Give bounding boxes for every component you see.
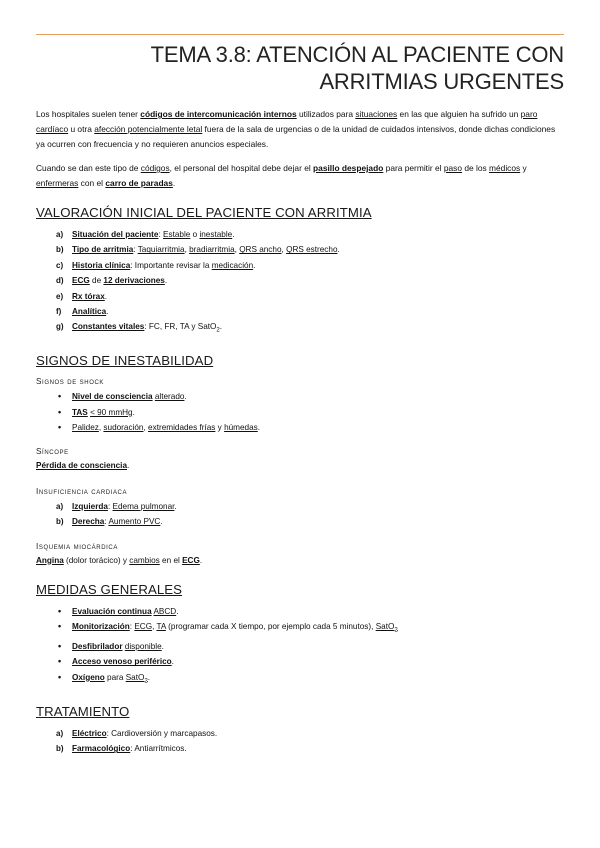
- list-item: e) Rx tórax.: [36, 289, 564, 304]
- list-item: a) Eléctrico: Cardioversión y marcapasos.: [36, 726, 564, 741]
- list-item: • Evaluación continua ABCD.: [36, 604, 564, 619]
- heading-medidas: MEDIDAS GENERALES: [36, 581, 183, 597]
- document-page: [36, 34, 564, 757]
- intro-paragraph-1: Los hospitales suelen tener códigos de intercomunicación internos utilizados para situaciones en las que alguien ha sufrido un paro cardíaco u otra afección potencialmente letal fuera de la sala de urgencias o de la unidad de cuidados intensivos, donde dichas condiciones ya ocurren con frecuencia y no requieren anuncios especiales.: [36, 109, 556, 149]
- shock-list: [36, 389, 564, 435]
- list-marker: g): [56, 322, 64, 332]
- list-item: b) Tipo de arritmia: Taquiarritmia, bradiarritmia, QRS ancho, QRS estrecho.: [36, 242, 564, 257]
- list-marker: b): [56, 245, 64, 255]
- title-line-1: TEMA 3.8: ATENCIÓN AL PACIENTE CON: [150, 42, 564, 67]
- heading-valoracion: VALORACIÓN INICIAL DEL PACIENTE CON ARRITMIA: [36, 205, 372, 220]
- intro-paragraph-2: Cuando se dan este tipo de códigos, el personal del hospital debe dejar el pasillo despejado para permitir el paso de los médicos y enfermeras con el carro de paradas.: [36, 163, 527, 188]
- list-item: g) Constantes vitales: FC, FR, TA y SatO$_2$.: [36, 319, 564, 339]
- list-item: • Monitorización: ECG, TA (programar cada X tiempo, por ejemplo cada 5 minutos), SatO$_2$: [58, 620, 398, 634]
- subheading-sincope: Síncope: [36, 446, 69, 456]
- list-marker: b): [56, 744, 64, 754]
- list-item: • Oxígeno para SatO$_2$.: [58, 671, 150, 685]
- list-marker: •: [58, 656, 62, 667]
- title-line-2: ARRITMIAS URGENTES: [319, 69, 564, 94]
- heading-tratamiento: TRATAMIENTO: [36, 703, 130, 719]
- list-marker: f): [56, 307, 62, 317]
- list-item: • TAS < 90 mmHg.: [36, 405, 564, 420]
- list-marker: c): [56, 260, 64, 270]
- list-item: b) Derecha: Aumento PVC.: [36, 514, 564, 529]
- list-marker: a): [56, 728, 64, 738]
- insuficiencia-list: [36, 499, 564, 530]
- tratamiento-list: [36, 726, 564, 757]
- isquemia-text: Angina (dolor torácico) y cambios en el ECG.: [36, 555, 203, 565]
- list-marker: •: [58, 391, 62, 402]
- top-rule: [36, 34, 564, 35]
- list-item: b) Farmacológico: Antiarrítmicos.: [36, 741, 564, 756]
- list-marker: •: [58, 671, 62, 682]
- list-marker: d): [56, 276, 64, 286]
- sincope-text: Pérdida de consciencia.: [36, 460, 130, 470]
- list-item: a) Izquierda: Edema pulmonar.: [36, 499, 564, 514]
- subheading-insuficiencia: Insuficiencia cardiaca: [36, 486, 128, 496]
- list-marker: b): [56, 517, 64, 527]
- list-item: a) Situación del paciente: Estable o inestable.: [36, 227, 564, 242]
- list-marker: a): [56, 230, 64, 239]
- list-item: • Palidez, sudoración, extremidades frías y húmedas.: [36, 420, 564, 435]
- list-item: • Desfibrilador disponible.: [36, 639, 564, 654]
- list-item: d) ECG de 12 derivaciones.: [36, 273, 564, 288]
- list-marker: •: [58, 620, 62, 631]
- subheading-isquemia: Isquemia miocárdica: [36, 541, 118, 551]
- valoracion-list: [36, 227, 564, 339]
- list-marker: e): [56, 291, 64, 301]
- list-item: f) Analítica.: [36, 304, 564, 319]
- list-marker: •: [58, 422, 62, 433]
- page-title: [36, 41, 564, 95]
- heading-inestabilidad: SIGNOS DE INESTABILIDAD: [36, 353, 214, 369]
- list-marker: a): [56, 501, 64, 511]
- list-item: c) Historia clínica: Importante revisar la medicación.: [36, 258, 564, 273]
- list-item: • Nivel de consciencia alterado.: [36, 389, 564, 404]
- list-marker: •: [58, 640, 62, 651]
- list-marker: •: [58, 605, 62, 616]
- list-marker: •: [58, 406, 62, 417]
- subheading-shock: Signos de shock: [36, 377, 105, 387]
- list-item: • Acceso venoso periférico.: [36, 654, 564, 669]
- medidas-list: [36, 604, 564, 690]
